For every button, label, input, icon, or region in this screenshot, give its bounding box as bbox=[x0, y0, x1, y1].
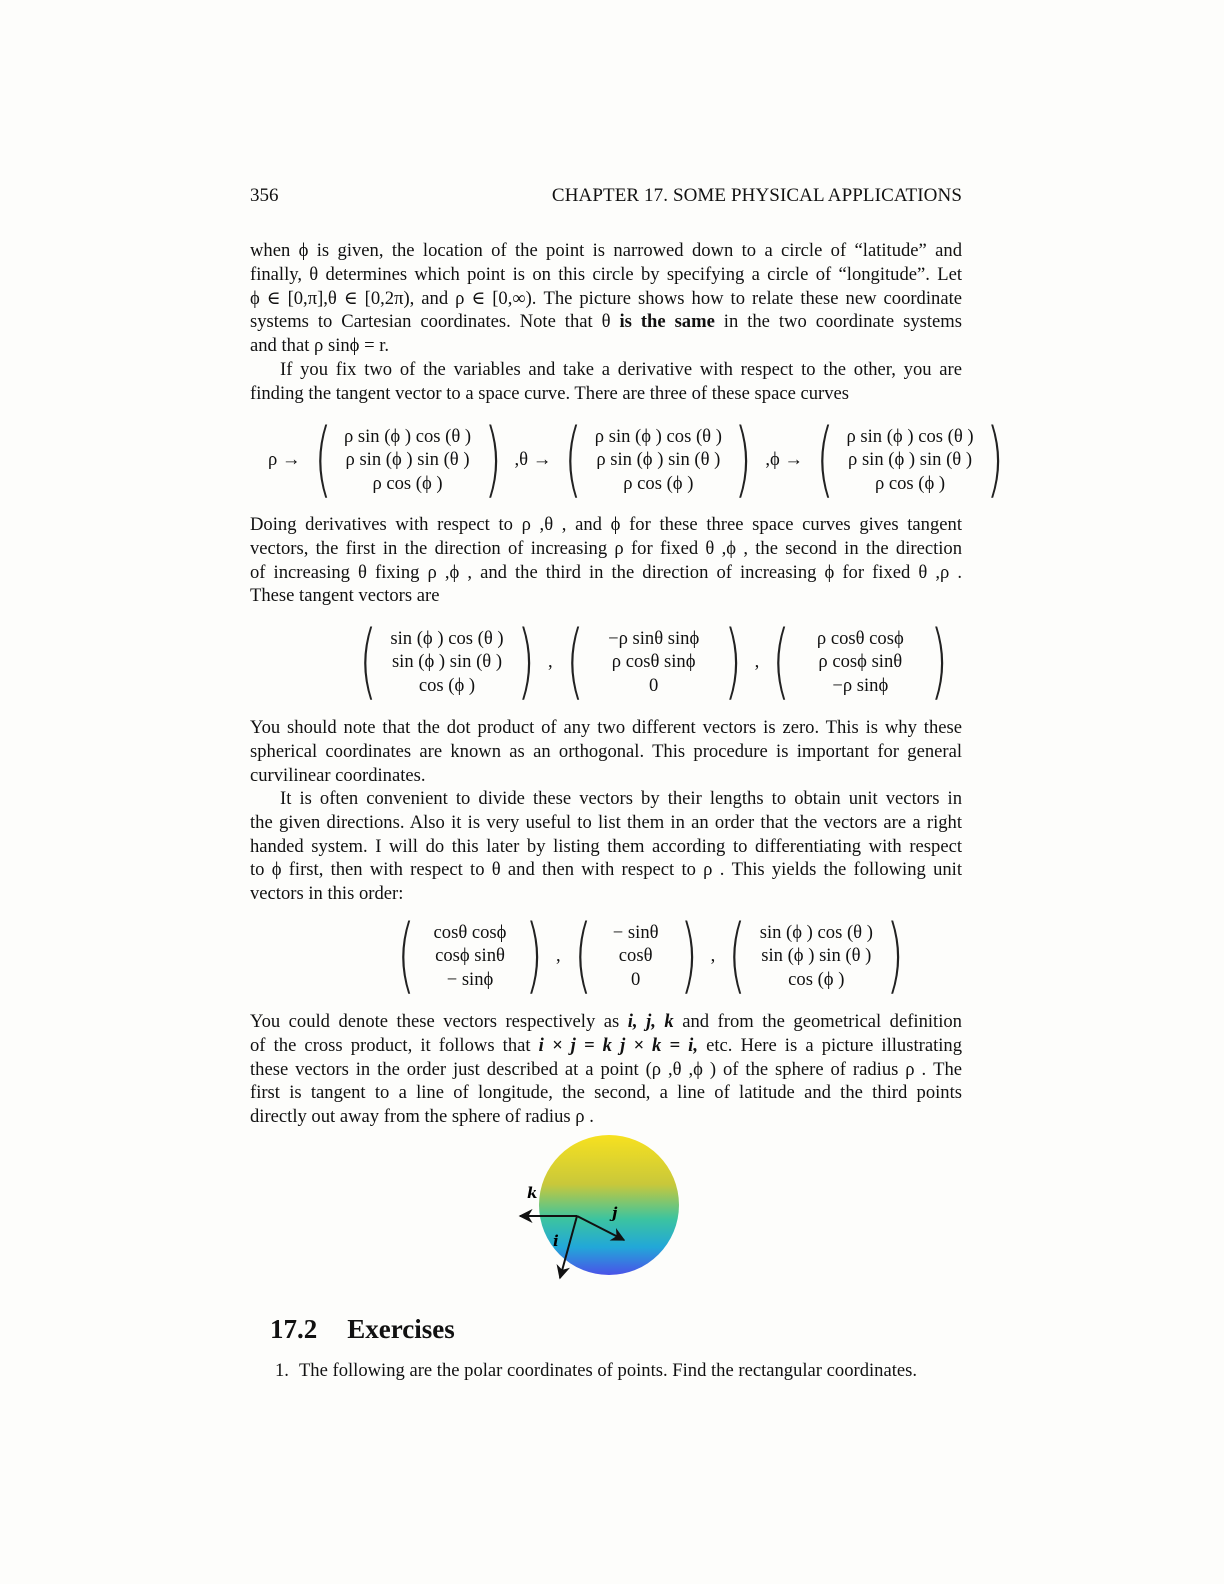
vector-entry: cosϕ sinθ bbox=[435, 945, 505, 967]
text-line: finding the tangent vector to a space curve. There are three of these space curves bbox=[250, 382, 850, 404]
left-paren: ( bbox=[564, 412, 583, 507]
vector-entries bbox=[797, 627, 923, 698]
text-line: directly out away from the sphere of radius ρ . bbox=[250, 1106, 594, 1128]
right-paren: ) bbox=[734, 412, 753, 507]
text-line: handed system. I will do this later by listing them according to differentiating with respect bbox=[250, 835, 962, 857]
vector-entry: − sinθ bbox=[612, 921, 659, 943]
equation-unit-vectors bbox=[390, 908, 911, 1003]
vector-entries bbox=[422, 921, 518, 992]
math-ijk: i, j, k bbox=[627, 1011, 674, 1032]
page-number: 356 bbox=[250, 185, 279, 206]
math-cross-product: i × j = k j × k = i, bbox=[538, 1034, 699, 1056]
sphere-figure bbox=[500, 1128, 700, 1288]
column-vector bbox=[765, 614, 955, 709]
text-span: and from the geometrical definition bbox=[673, 1011, 962, 1032]
vector-entry: ρ sin (ϕ ) sin (θ ) bbox=[596, 449, 721, 471]
vector-entries bbox=[599, 921, 673, 992]
text-line: vectors, the first in the direction of increasing ρ for fixed θ ,ϕ , the second in the direction bbox=[250, 537, 962, 559]
left-paren: ( bbox=[359, 614, 377, 709]
comma-separator: , bbox=[556, 945, 561, 966]
eq-label: ,θ → bbox=[514, 449, 552, 470]
right-paren: ) bbox=[679, 908, 698, 1003]
exercise-number: 1. bbox=[275, 1360, 289, 1381]
paragraph-ijk bbox=[250, 1010, 962, 1129]
section-number: 17.2 bbox=[270, 1314, 318, 1344]
text-span: in the two coordinate systems bbox=[714, 311, 963, 333]
text-span: of the cross product, it follows that bbox=[250, 1034, 539, 1056]
right-paren: ) bbox=[986, 412, 1004, 507]
eq-label: ,ϕ → bbox=[765, 449, 804, 470]
column-vector bbox=[559, 614, 749, 709]
bold-emphasis: is the same bbox=[619, 311, 715, 333]
text-line: You should note that the dot product of any two different vectors is zero. This is why these bbox=[250, 717, 962, 738]
right-paren: ) bbox=[525, 908, 543, 1003]
vector-entries bbox=[384, 627, 510, 698]
running-head: CHAPTER 17. SOME PHYSICAL APPLICATIONS bbox=[551, 185, 962, 206]
column-vector bbox=[721, 908, 911, 1003]
text-span: systems to Cartesian coordinates. Note that θ bbox=[250, 311, 620, 333]
paragraph-orthogonal bbox=[250, 716, 962, 787]
text-line: It is often convenient to divide these vectors by their lengths to obtain unit vectors in bbox=[280, 788, 962, 809]
text-span: etc. Here is a picture illustrating bbox=[698, 1034, 963, 1056]
vector-entry: sin (ϕ ) cos (θ ) bbox=[390, 627, 504, 649]
text-line: ϕ ∈ [0,π],θ ∈ [0,2π), and ρ ∈ [0,∞). The picture shows how to relate these new coordinate bbox=[250, 287, 962, 309]
text-line bbox=[250, 310, 962, 334]
text-line bbox=[250, 1034, 962, 1058]
text-line: If you fix two of the variables and take a derivative with respect to the other, you are bbox=[280, 359, 962, 380]
column-vector bbox=[390, 908, 550, 1003]
vector-entries bbox=[339, 425, 477, 496]
vector-entry: ρ sin (ϕ ) cos (θ ) bbox=[343, 425, 472, 447]
right-paren: ) bbox=[517, 614, 535, 709]
left-paren: ( bbox=[565, 614, 584, 709]
vector-entry: cos (ϕ ) bbox=[788, 968, 845, 990]
vector-entries bbox=[589, 425, 727, 496]
column-vector bbox=[557, 412, 759, 507]
vector-entry: cosθ cosϕ bbox=[433, 921, 507, 943]
comma-separator: , bbox=[754, 651, 760, 672]
exercise-text: The following are the polar coordinates of points. Find the rectangular coordinates. bbox=[298, 1360, 918, 1381]
vector-entry: ρ sin (ϕ ) sin (θ ) bbox=[345, 449, 470, 471]
comma-separator: , bbox=[710, 945, 716, 966]
left-paren: ( bbox=[728, 908, 747, 1003]
right-paren: ) bbox=[930, 614, 949, 709]
section-title-text: Exercises bbox=[347, 1314, 455, 1344]
text-line: first is tangent to a line of longitude, the second, a line of latitude and the third points bbox=[250, 1082, 962, 1104]
left-paren: ( bbox=[313, 412, 332, 507]
vector-entry: ρ sin (ϕ ) cos (θ ) bbox=[846, 425, 974, 447]
vector-entries bbox=[841, 425, 979, 496]
text-line: Doing derivatives with respect to ρ ,θ , and ϕ for these three space curves gives tangent bbox=[250, 514, 962, 535]
vector-entry: ρ cos (ϕ ) bbox=[372, 472, 443, 494]
vector-entry: sin (ϕ ) sin (θ ) bbox=[391, 651, 503, 673]
right-paren: ) bbox=[723, 614, 742, 709]
text-line: spherical coordinates are known as an orthogonal. This procedure is important for general bbox=[250, 740, 962, 762]
vector-entry: cos (ϕ ) bbox=[418, 674, 476, 696]
sphere bbox=[539, 1135, 679, 1275]
text-line: to ϕ first, then with respect to θ and then with respect to ρ . This yields the following unit bbox=[250, 859, 962, 881]
left-paren: ( bbox=[816, 412, 834, 507]
vector-entry: −ρ sinϕ bbox=[832, 674, 889, 696]
eq-label: ρ → bbox=[268, 449, 301, 470]
vector-entry: − sinϕ bbox=[446, 968, 494, 990]
vector-entry: −ρ sinθ sinϕ bbox=[608, 627, 700, 649]
k-label: k bbox=[527, 1184, 538, 1202]
vector-entries bbox=[591, 627, 717, 698]
paragraph-intro bbox=[250, 239, 962, 358]
left-paren: ( bbox=[573, 908, 592, 1003]
right-paren: ) bbox=[483, 412, 502, 507]
column-vector bbox=[352, 614, 542, 709]
text-line bbox=[250, 1010, 962, 1034]
paragraph-unit-vectors bbox=[250, 787, 962, 906]
j-label: j bbox=[612, 1204, 618, 1222]
paragraph-derivatives bbox=[250, 513, 962, 608]
text-line: of increasing θ fixing ρ ,ϕ , and the third in the direction of increasing ϕ for fixed θ ,ρ . bbox=[250, 561, 962, 583]
vector-entry: cosθ bbox=[618, 945, 653, 967]
column-vector bbox=[809, 412, 1011, 507]
section-heading bbox=[270, 1314, 455, 1345]
right-paren: ) bbox=[886, 908, 905, 1003]
text-line: finally, θ determines which point is on this circle by specifying a circle of “longitude”. Let bbox=[250, 263, 962, 285]
text-line: these vectors in the order just described at a point (ρ ,θ ,ϕ ) of the sphere of radius ρ . The bbox=[250, 1058, 962, 1080]
text-span: You could denote these vectors respectively as bbox=[250, 1011, 628, 1032]
text-line: curvilinear coordinates. bbox=[250, 764, 426, 786]
vector-entry: ρ cos (ϕ ) bbox=[623, 472, 694, 494]
comma-separator: , bbox=[548, 651, 553, 672]
vector-entry: ρ cosθ sinϕ bbox=[611, 651, 696, 673]
text-line: the given directions. Also it is very useful to list them in an order that the vectors are a right bbox=[250, 811, 962, 833]
vector-entry: 0 bbox=[649, 674, 659, 696]
left-paren: ( bbox=[772, 614, 791, 709]
vector-entry: ρ cosθ cosϕ bbox=[816, 627, 904, 649]
vector-entry: 0 bbox=[631, 968, 641, 990]
vector-entry: sin (ϕ ) sin (θ ) bbox=[761, 945, 872, 967]
paragraph-space-curves bbox=[250, 358, 962, 406]
text-line: vectors in this order: bbox=[250, 883, 404, 905]
vector-entry: ρ cos (ϕ ) bbox=[874, 472, 946, 494]
column-vector bbox=[307, 412, 509, 507]
column-vector bbox=[567, 908, 705, 1003]
exercise-item bbox=[275, 1360, 917, 1382]
text-line: and that ρ sinϕ = r. bbox=[250, 335, 390, 357]
vector-entry: sin (ϕ ) cos (θ ) bbox=[759, 921, 873, 943]
vector-entry: ρ cosϕ sinθ bbox=[818, 651, 903, 673]
left-paren: ( bbox=[397, 908, 415, 1003]
equation-tangent-vectors bbox=[352, 614, 955, 709]
vector-entry: ρ sin (ϕ ) sin (θ ) bbox=[848, 449, 973, 471]
i-label: i bbox=[553, 1232, 559, 1250]
text-line: when ϕ is given, the location of the point is narrowed down to a circle of “latitude” and bbox=[250, 240, 962, 261]
text-line: These tangent vectors are bbox=[250, 585, 440, 607]
equation-space-curves bbox=[262, 412, 1011, 507]
vector-entry: ρ sin (ϕ ) cos (θ ) bbox=[594, 425, 722, 447]
vector-entries bbox=[753, 921, 879, 992]
